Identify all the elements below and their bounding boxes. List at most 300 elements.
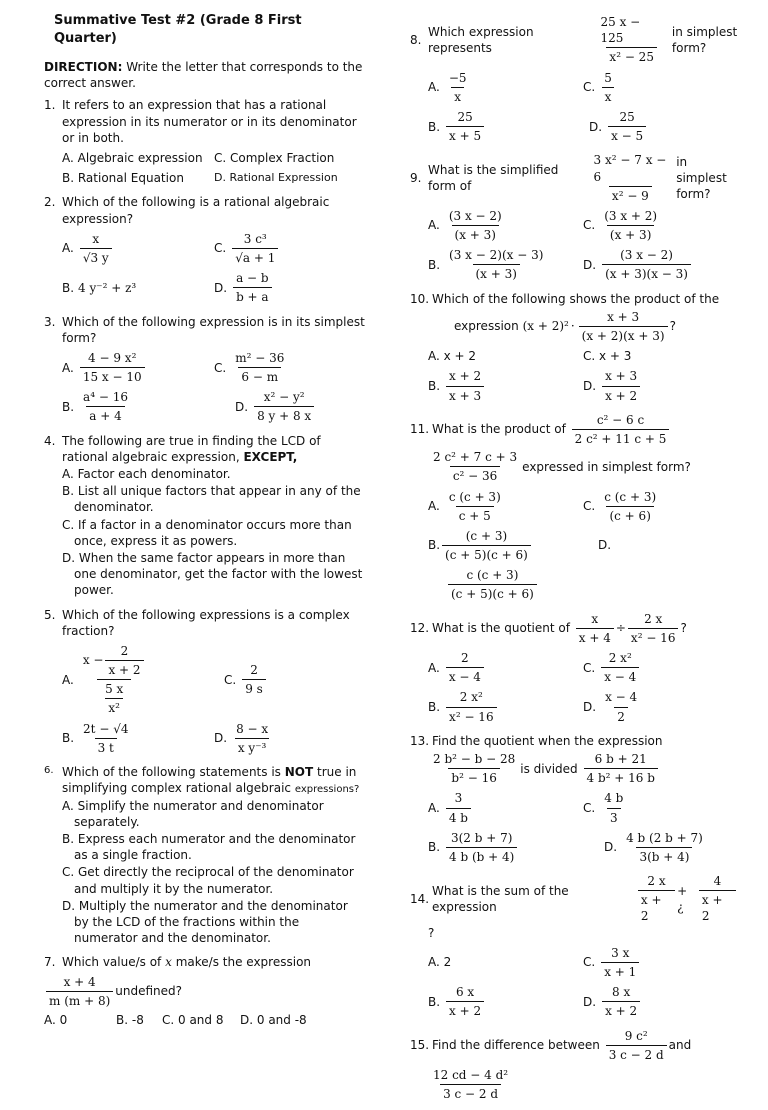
q10-b-fraction bbox=[446, 368, 484, 403]
q14-letter-c: C. bbox=[583, 955, 596, 970]
q11-f2-numerator: 2 c² + 7 c + 3 bbox=[433, 450, 518, 465]
q2-option-c bbox=[214, 231, 366, 266]
q9-option-a bbox=[428, 208, 583, 243]
q3-d-fraction bbox=[254, 389, 314, 424]
q5-stem: Which of the following expressions is a complex fraction? bbox=[62, 607, 350, 638]
q4-option-b: B. List all unique factors that appear in any of the denominator. bbox=[62, 484, 361, 515]
q9-letter-c: C. bbox=[583, 218, 596, 233]
q10-letter-b: B. bbox=[428, 378, 441, 393]
q9-c-denominator: (x + 3) bbox=[607, 225, 654, 243]
q13-letter-d: D. bbox=[604, 840, 618, 855]
q8-option-c bbox=[583, 70, 738, 105]
question-12 bbox=[410, 611, 738, 725]
q11-c-denominator: (c + 6) bbox=[606, 506, 653, 524]
q12-c-numerator: 2 x² bbox=[608, 651, 632, 665]
question-14 bbox=[410, 873, 738, 1020]
q11-b-fraction bbox=[442, 528, 531, 563]
q5-letter-a: A. bbox=[62, 672, 74, 687]
q9-numerator: 3 x² − 7 x − 6 bbox=[593, 153, 667, 184]
q11-f1-denominator: 2 c² + 11 c + 5 bbox=[572, 429, 670, 447]
question-8 bbox=[410, 14, 738, 144]
q13-c-fraction bbox=[601, 790, 626, 825]
q13-d-denominator: 3(b + 4) bbox=[636, 847, 692, 865]
q3-c-fraction bbox=[232, 350, 287, 385]
q8-letter-a: A. bbox=[428, 80, 440, 95]
q3-b-fraction bbox=[80, 389, 131, 424]
q14-question-mark: ? bbox=[428, 925, 435, 940]
q12-a-numerator: 2 bbox=[461, 651, 469, 665]
q14-letter-b: B. bbox=[428, 994, 441, 1009]
q5-d-numerator: 8 − x bbox=[236, 721, 269, 736]
q1-option-d: D. Rational Expression bbox=[214, 170, 338, 184]
q12-fraction-1 bbox=[576, 611, 614, 646]
q7-option-b: B. -8 bbox=[116, 1012, 144, 1027]
q5-b-denominator: 3 t bbox=[95, 738, 117, 756]
q9-d-fraction bbox=[602, 247, 691, 282]
q5-option-a bbox=[62, 643, 204, 717]
q10-option-c: C. x + 3 bbox=[583, 349, 632, 364]
q8-d-numerator: 25 bbox=[619, 109, 635, 124]
q10-numerator: x + 3 bbox=[607, 309, 640, 324]
q8-letter-c: C. bbox=[583, 80, 596, 95]
q12-b-denominator: x² − 16 bbox=[446, 707, 497, 725]
q8-numerator: 25 x − 125 bbox=[600, 15, 641, 46]
q13-option-d bbox=[562, 830, 738, 865]
q6-number: 6. bbox=[44, 765, 54, 777]
q11-b-numerator: (c + 3) bbox=[465, 528, 508, 543]
q8-a-fraction bbox=[446, 70, 470, 105]
q8-c-fraction bbox=[601, 70, 615, 105]
q3-a-denominator: 15 x − 10 bbox=[80, 367, 145, 385]
q13-option-a bbox=[428, 790, 583, 825]
q12-b-numerator: 2 x² bbox=[459, 690, 483, 705]
q9-stem-b: in simplest form? bbox=[676, 154, 727, 202]
q11-f1-numerator: c² − 6 c bbox=[596, 412, 645, 427]
q8-stem-a: Which expression represents bbox=[428, 24, 534, 55]
q11-c-fraction bbox=[601, 489, 659, 524]
q10-stem-b: expression bbox=[454, 319, 519, 334]
q11-option-d bbox=[568, 537, 738, 553]
q8-option-a bbox=[428, 70, 583, 105]
q8-option-b bbox=[428, 109, 577, 144]
q9-fraction bbox=[591, 152, 671, 204]
q3-d-denominator: 8 y + 8 x bbox=[254, 406, 314, 424]
q3-option-a bbox=[62, 350, 214, 385]
q9-b-numerator: (3 x − 2)(x − 3) bbox=[449, 248, 544, 263]
q11-stem-a: What is the product of bbox=[432, 422, 566, 437]
q9-option-d bbox=[583, 247, 738, 282]
q5-b-numerator: 2t − √4 bbox=[83, 721, 129, 736]
q9-a-fraction bbox=[446, 208, 505, 243]
q2-c-denominator: √a + 1 bbox=[232, 248, 278, 266]
q5-a-bottom-numerator: 5 x bbox=[105, 682, 124, 697]
q13-a-fraction bbox=[446, 790, 471, 825]
q7-number: 7. bbox=[44, 955, 56, 970]
q4-option-c: C. If a factor in a denominator occurs more than once, express it as powers. bbox=[62, 517, 352, 548]
q13-stem-b: is divided bbox=[520, 761, 578, 776]
q5-option-b bbox=[62, 721, 214, 756]
q14-option-b bbox=[428, 984, 583, 1019]
q5-a-bottom-denominator: x² bbox=[105, 698, 123, 716]
q2-d-fraction bbox=[233, 270, 272, 305]
q14-plus-sign: + ¿ bbox=[677, 883, 688, 914]
q8-number: 8. bbox=[410, 32, 422, 47]
q15-f2-denominator: 3 c − 2 d bbox=[440, 1084, 501, 1102]
q14-d-denominator: x + 2 bbox=[602, 1001, 640, 1019]
q10-d-denominator: x + 2 bbox=[602, 386, 640, 404]
q3-letter-c: C. bbox=[214, 360, 227, 375]
q11-letter-d: D. bbox=[598, 538, 612, 553]
q6-option-a: A. Simplify the numerator and denominator separately. bbox=[62, 798, 324, 829]
q11-letter-a: A. bbox=[428, 499, 440, 514]
q9-letter-d: D. bbox=[583, 257, 597, 272]
q8-letter-b: B. bbox=[428, 119, 441, 134]
q8-a-denominator: x bbox=[451, 87, 464, 105]
q9-number: 9. bbox=[410, 171, 422, 185]
q2-option-a bbox=[62, 231, 214, 266]
q4-number: 4. bbox=[44, 433, 56, 448]
left-column bbox=[44, 12, 366, 1036]
q12-d-fraction bbox=[602, 689, 640, 724]
q13-b-denominator: 4 b (b + 4) bbox=[446, 847, 517, 865]
q7-stem-a: Which value/s of bbox=[62, 955, 162, 970]
q13-d-numerator: 4 b (2 b + 7) bbox=[626, 830, 703, 845]
q13-option-c bbox=[583, 790, 738, 825]
q12-fraction-2 bbox=[628, 611, 679, 646]
q13-fraction-2 bbox=[584, 751, 658, 786]
q8-b-fraction bbox=[446, 109, 484, 144]
q13-c-numerator: 4 b bbox=[604, 791, 624, 806]
q6-stem-a: Which of the following statements is bbox=[62, 765, 281, 780]
q3-letter-d: D. bbox=[235, 399, 249, 414]
question-7 bbox=[44, 954, 366, 1028]
q10-stem-a: Which of the following shows the product of the bbox=[432, 291, 720, 306]
q14-fraction-1 bbox=[638, 873, 675, 925]
q12-letter-b: B. bbox=[428, 699, 441, 714]
q10-b-denominator: x + 3 bbox=[446, 386, 484, 404]
q12-b-fraction bbox=[446, 689, 497, 724]
question-15 bbox=[410, 1028, 738, 1103]
q7-option-c: C. 0 and 8 bbox=[162, 1012, 224, 1027]
q9-b-denominator: (x + 3) bbox=[473, 264, 520, 282]
q13-c-denominator: 3 bbox=[607, 808, 621, 826]
q2-c-fraction bbox=[232, 231, 278, 266]
q13-f1-numerator: 2 b² − b − 28 bbox=[433, 751, 516, 766]
q4-stem: The following are true in finding the LCD of rational algebraic expression, bbox=[62, 433, 321, 464]
q8-b-numerator: 25 bbox=[457, 109, 473, 124]
q10-option-b bbox=[428, 368, 583, 403]
question-2 bbox=[44, 194, 366, 305]
q11-letter-c: C. bbox=[583, 499, 596, 514]
question-5 bbox=[44, 607, 366, 757]
q11-option-b bbox=[428, 528, 568, 563]
q9-a-denominator: (x + 3) bbox=[452, 225, 499, 243]
q12-a-fraction bbox=[446, 650, 484, 685]
q10-option-d bbox=[583, 368, 738, 403]
q13-fraction-1 bbox=[430, 751, 518, 786]
question-1 bbox=[44, 97, 366, 186]
q14-f1-denominator: x + 2 bbox=[638, 890, 675, 924]
q1-stem: It refers to an expression that has a rational expression in its numerator or in its denominator or in both. bbox=[62, 98, 357, 145]
q2-letter-d: D. bbox=[214, 280, 228, 295]
q11-fraction-1 bbox=[572, 412, 670, 447]
question-3 bbox=[44, 314, 366, 425]
q13-a-denominator: 4 b bbox=[446, 808, 471, 826]
q13-letter-b: B. bbox=[428, 840, 441, 855]
q6-not: NOT bbox=[284, 765, 314, 780]
q1-option-c: C. Complex Fraction bbox=[214, 151, 335, 166]
q13-number: 13. bbox=[410, 733, 430, 748]
q15-stem-b: and bbox=[668, 1038, 692, 1053]
q14-fraction-2 bbox=[699, 873, 736, 925]
q6-stem-small: expressions? bbox=[294, 784, 360, 796]
q12-number: 12. bbox=[410, 621, 430, 636]
q9-letter-b: B. bbox=[428, 257, 441, 272]
q12-letter-d: D. bbox=[583, 699, 597, 714]
q11-stem-b: expressed in simplest form? bbox=[522, 459, 691, 474]
q7-denominator: m (m + 8) bbox=[46, 991, 113, 1009]
q12-d-denominator: 2 bbox=[614, 707, 628, 725]
q9-denominator: x² − 9 bbox=[609, 186, 652, 204]
q11-e-numerator: c (c + 3) bbox=[466, 568, 519, 583]
q11-number: 11. bbox=[410, 422, 430, 437]
q9-option-b bbox=[428, 247, 583, 282]
q8-letter-d: D. bbox=[589, 119, 603, 134]
q2-letter-a: A. bbox=[62, 241, 74, 256]
q2-letter-b: B. bbox=[62, 280, 75, 295]
q8-d-denominator: x − 5 bbox=[608, 126, 646, 144]
q5-d-denominator: x y⁻³ bbox=[235, 738, 270, 756]
q7-option-d: D. 0 and -8 bbox=[240, 1012, 307, 1027]
question-10 bbox=[410, 291, 738, 404]
q14-f1-numerator: 2 x bbox=[647, 874, 666, 889]
q12-letter-c: C. bbox=[583, 660, 596, 675]
test-title: Summative Test #2 (Grade 8 First Quarter) bbox=[54, 13, 302, 46]
q2-d-numerator: a − b bbox=[236, 271, 269, 286]
q9-d-numerator: (3 x − 2) bbox=[620, 248, 673, 263]
q9-letter-a: A. bbox=[428, 218, 440, 233]
q1-option-a: A. Algebraic expression bbox=[62, 151, 203, 166]
q14-b-numerator: 6 x bbox=[455, 985, 475, 1000]
q2-a-denominator: √3 y bbox=[80, 248, 112, 266]
q7-numerator: x + 4 bbox=[63, 974, 96, 989]
q5-b-fraction bbox=[80, 721, 131, 756]
q8-d-fraction bbox=[608, 109, 646, 144]
question-4 bbox=[44, 433, 366, 599]
q12-f2-denominator: x² − 16 bbox=[628, 628, 679, 646]
q14-f2-numerator: 4 bbox=[713, 874, 722, 889]
q3-option-b bbox=[62, 389, 193, 424]
q8-fraction bbox=[597, 14, 665, 66]
q3-d-numerator: x² − y² bbox=[263, 390, 305, 405]
q8-c-numerator: 5 bbox=[604, 70, 612, 85]
q14-d-numerator: 8 x bbox=[612, 985, 631, 1000]
q9-option-c bbox=[583, 208, 738, 243]
q9-c-fraction bbox=[601, 208, 660, 243]
q12-f1-numerator: x bbox=[591, 611, 599, 626]
q5-a-top-denominator: x + 2 bbox=[105, 660, 143, 678]
q5-letter-d: D. bbox=[214, 731, 228, 746]
q5-number: 5. bbox=[44, 607, 56, 622]
q15-f1-numerator: 9 c² bbox=[624, 1028, 648, 1043]
q10-d-numerator: x + 3 bbox=[605, 369, 638, 384]
q5-option-d bbox=[214, 721, 366, 756]
question-6 bbox=[44, 764, 366, 946]
q5-a-top-fraction bbox=[105, 643, 143, 678]
q3-a-numerator: 4 − 9 x² bbox=[88, 350, 137, 365]
q5-a-top-numerator: 2 bbox=[120, 643, 129, 658]
q14-d-fraction bbox=[602, 984, 640, 1019]
q6-option-c: C. Get directly the reciprocal of the denominator and multiply it by the numerator. bbox=[62, 865, 354, 896]
q11-option-a bbox=[428, 489, 583, 524]
q2-b-expression: 4 y⁻² + z³ bbox=[78, 280, 137, 295]
q3-stem: Which of the following expression is in its simplest form? bbox=[62, 314, 365, 345]
q12-question-mark: ? bbox=[680, 621, 687, 636]
q9-d-denominator: (x + 3)(x − 3) bbox=[602, 264, 691, 282]
q12-f2-numerator: 2 x bbox=[644, 611, 663, 626]
q13-d-fraction bbox=[623, 830, 706, 865]
q6-option-d: D. Multiply the numerator and the denominator by the LCD of the fractions within the numerator and the denominator. bbox=[62, 898, 348, 946]
q3-letter-a: A. bbox=[62, 360, 74, 375]
q7-option-a: A. 0 bbox=[44, 1012, 68, 1027]
q3-c-denominator: 6 − m bbox=[238, 367, 281, 385]
right-column bbox=[410, 14, 738, 1110]
q12-f1-denominator: x + 4 bbox=[576, 628, 614, 646]
q14-number: 14. bbox=[410, 891, 430, 906]
q5-a-top bbox=[80, 643, 149, 679]
q15-number: 15. bbox=[410, 1038, 430, 1053]
q10-option-a: A. x + 2 bbox=[428, 349, 477, 364]
q13-f2-denominator: 4 b² + 16 b bbox=[584, 768, 658, 786]
q12-c-denominator: x − 4 bbox=[601, 667, 639, 685]
q4-option-d: D. When the same factor appears in more than one denominator, get the factor with the lowest power. bbox=[62, 550, 363, 598]
q10-b-numerator: x + 2 bbox=[449, 369, 482, 384]
q12-option-c bbox=[583, 650, 738, 685]
q5-c-denominator: 9 s bbox=[242, 679, 266, 697]
q12-divide-sign: ÷ bbox=[615, 621, 626, 636]
q13-f1-denominator: b² − 16 bbox=[448, 768, 499, 786]
q5-a-complex-fraction bbox=[80, 643, 149, 717]
q2-a-fraction bbox=[80, 231, 112, 266]
q5-a-top-x: x − bbox=[82, 653, 104, 668]
q2-option-d bbox=[214, 270, 366, 305]
q5-option-c bbox=[204, 662, 366, 697]
q11-a-fraction bbox=[446, 489, 504, 524]
q10-fraction bbox=[579, 309, 668, 344]
q2-option-b bbox=[62, 280, 214, 296]
q3-b-numerator: a⁴ − 16 bbox=[83, 390, 128, 405]
q14-option-d bbox=[583, 984, 738, 1019]
q11-a-numerator: c (c + 3) bbox=[448, 489, 501, 504]
q12-a-denominator: x − 4 bbox=[446, 667, 484, 685]
q11-e-denominator: (c + 5)(c + 6) bbox=[448, 584, 537, 602]
direction bbox=[44, 59, 366, 91]
q12-stem-a: What is the quotient of bbox=[432, 621, 570, 636]
q13-letter-c: C. bbox=[583, 800, 596, 815]
q7-stem-c: undefined? bbox=[115, 984, 183, 999]
q14-f2-denominator: x + 2 bbox=[699, 890, 736, 924]
q13-b-numerator: 3(2 b + 7) bbox=[450, 830, 513, 845]
q2-number: 2. bbox=[44, 195, 56, 210]
q14-c-fraction bbox=[601, 945, 639, 980]
q13-letter-a: A. bbox=[428, 800, 440, 815]
q3-c-numerator: m² − 36 bbox=[235, 350, 285, 365]
q14-c-numerator: 3 x bbox=[611, 945, 630, 960]
q12-c-fraction bbox=[601, 650, 639, 685]
q3-number: 3. bbox=[44, 314, 56, 329]
q14-b-denominator: x + 2 bbox=[446, 1001, 484, 1019]
q11-c-numerator: c (c + 3) bbox=[604, 489, 657, 504]
q9-b-fraction bbox=[446, 247, 546, 282]
q15-fraction-1 bbox=[606, 1028, 667, 1063]
q10-denominator: (x + 2)(x + 3) bbox=[579, 326, 668, 344]
q1-number: 1. bbox=[44, 98, 56, 113]
q5-c-numerator: 2 bbox=[250, 663, 258, 678]
question-13 bbox=[410, 733, 738, 865]
q5-d-fraction bbox=[233, 721, 271, 756]
q11-f2-denominator: c² − 36 bbox=[450, 466, 500, 484]
q12-d-numerator: x − 4 bbox=[605, 690, 638, 705]
q10-question-mark: ? bbox=[669, 319, 676, 334]
q8-a-numerator: −5 bbox=[448, 70, 467, 85]
q8-denominator: x² − 25 bbox=[606, 47, 657, 65]
q8-option-d bbox=[577, 109, 738, 144]
q13-f2-numerator: 6 b + 21 bbox=[594, 751, 647, 766]
question-11 bbox=[410, 412, 738, 603]
q15-f1-denominator: 3 c − 2 d bbox=[606, 1045, 667, 1063]
q3-b-denominator: a + 4 bbox=[86, 406, 124, 424]
q13-option-b bbox=[428, 830, 562, 865]
q5-letter-c: C. bbox=[224, 672, 237, 687]
q6-stem-b: true in simplifying complex rational algebraic bbox=[62, 765, 357, 796]
q12-option-b bbox=[428, 689, 583, 724]
q13-b-fraction bbox=[446, 830, 517, 865]
q10-letter-d: D. bbox=[583, 378, 597, 393]
q5-a-bottom-fraction bbox=[102, 681, 126, 716]
q3-option-d bbox=[193, 389, 366, 424]
q10-number: 10. bbox=[410, 291, 430, 306]
q14-b-fraction bbox=[446, 984, 484, 1019]
q1-option-b: B. Rational Equation bbox=[62, 171, 184, 186]
q14-stem-a: What is the sum of the expression bbox=[432, 883, 569, 914]
q3-option-c bbox=[214, 350, 366, 385]
q11-letter-b: B. bbox=[428, 538, 441, 553]
q15-f2-numerator: 12 cd − 4 d² bbox=[433, 1067, 509, 1082]
q4-except: EXCEPT, bbox=[243, 449, 298, 464]
q13-stem-a: Find the quotient when the expression bbox=[432, 733, 663, 748]
q14-letter-d: D. bbox=[583, 994, 597, 1009]
q13-a-numerator: 3 bbox=[454, 791, 463, 806]
question-9 bbox=[410, 152, 738, 282]
q5-a-bottom bbox=[97, 679, 131, 716]
q9-a-numerator: (3 x − 2) bbox=[448, 208, 502, 223]
direction-text: Write the letter that corresponds to the correct answer. bbox=[44, 60, 363, 91]
q12-option-a bbox=[428, 650, 583, 685]
q7-fraction bbox=[46, 974, 113, 1009]
q4-option-a: A. Factor each denominator. bbox=[62, 467, 231, 482]
q7-stem-b: make/s the expression bbox=[175, 955, 312, 970]
q5-letter-b: B. bbox=[62, 731, 75, 746]
q8-b-denominator: x + 5 bbox=[446, 126, 484, 144]
q2-c-numerator: 3 c³ bbox=[243, 231, 267, 246]
q3-a-fraction bbox=[80, 350, 145, 385]
q2-d-denominator: b + a bbox=[233, 287, 272, 305]
q10-d-fraction bbox=[602, 368, 640, 403]
q14-option-a: A. 2 bbox=[428, 955, 452, 970]
q11-b-denominator: (c + 5)(c + 6) bbox=[442, 545, 531, 563]
q15-fraction-2 bbox=[430, 1067, 511, 1102]
q12-letter-a: A. bbox=[428, 660, 440, 675]
